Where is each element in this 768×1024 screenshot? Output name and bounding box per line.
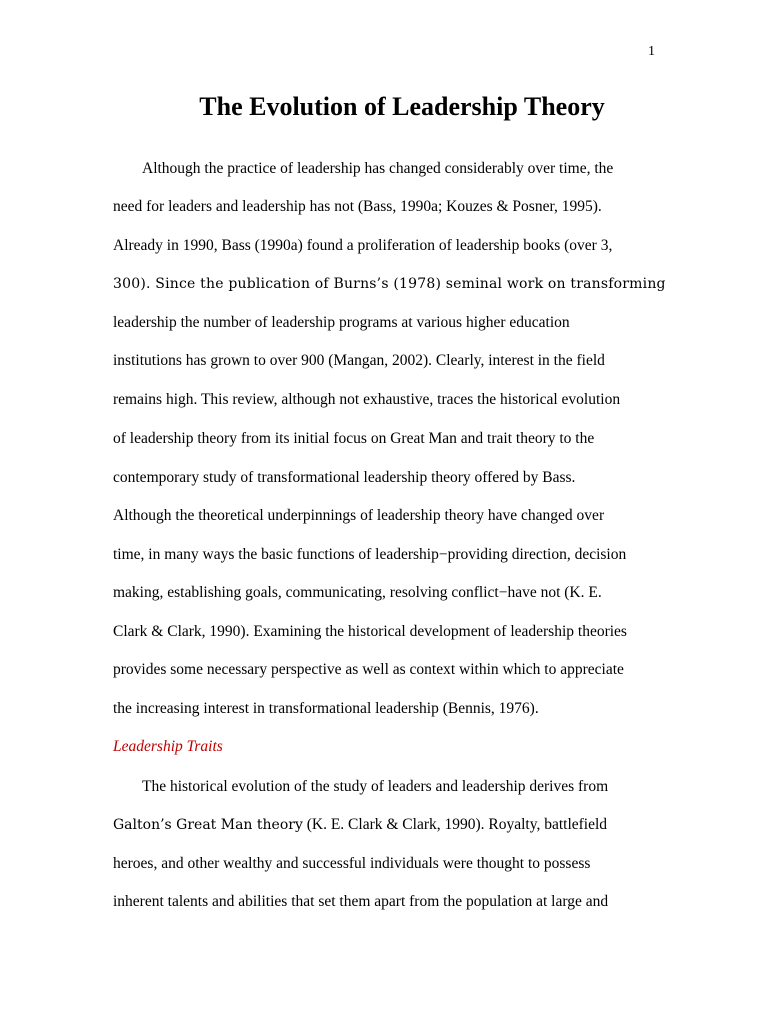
paragraph-line: of leadership theory from its initial focus on Great Man and trait theory to the [113,430,595,447]
section-heading: Leadership Traits [113,738,223,755]
paragraph-line-part: Galton’s Great Man theory [113,817,303,833]
paragraph-line: provides some necessary perspective as well as context within which to appreciate [113,661,624,678]
paragraph-line: institutions has grown to over 900 (Mangan, 2002). Clearly, interest in the field [113,352,605,369]
paragraph-line: remains high. This review, although not exhaustive, traces the historical evolution [113,391,621,408]
document-title: The Evolution of Leadership Theory [199,92,605,121]
paragraph-line: the increasing interest in transformational leadership (Bennis, 1976). [113,700,539,717]
paragraph-line: contemporary study of transformational leadership theory offered by Bass. [113,469,576,486]
paragraph-line: Already in 1990, Bass (1990a) found a proliferation of leadership books (over 3, [113,237,613,254]
paragraph-line: Clark & Clark, 1990). Examining the historical development of leadership theories [113,623,627,640]
paragraph-line: making, establishing goals, communicating, resolving conflict−have not (K. E. [113,584,602,601]
paragraph-line: Although the practice of leadership has changed considerably over time, the [142,160,614,177]
paragraph-line [113,816,607,834]
paragraph-line: Although the theoretical underpinnings of leadership theory have changed over [113,507,605,524]
paragraph-line: The historical evolution of the study of leaders and leadership derives from [142,778,609,795]
paragraph-line: 300). Since the publication of Burns’s (1978) seminal work on transforming [113,276,666,292]
paragraph-line: time, in many ways the basic functions of leadership−providing direction, decision [113,546,627,563]
paragraph-line: leadership the number of leadership programs at various higher education [113,314,570,331]
paragraph-line: heroes, and other wealthy and successful individuals were thought to possess [113,855,591,872]
paragraph-line: need for leaders and leadership has not (Bass, 1990a; Kouzes & Posner, 1995). [113,198,602,215]
paragraph-line-part: (K. E. Clark & Clark, 1990). Royalty, battlefield [302,816,608,833]
paragraph-line: inherent talents and abilities that set them apart from the population at large and [113,893,609,910]
page-number: 1 [648,44,655,59]
